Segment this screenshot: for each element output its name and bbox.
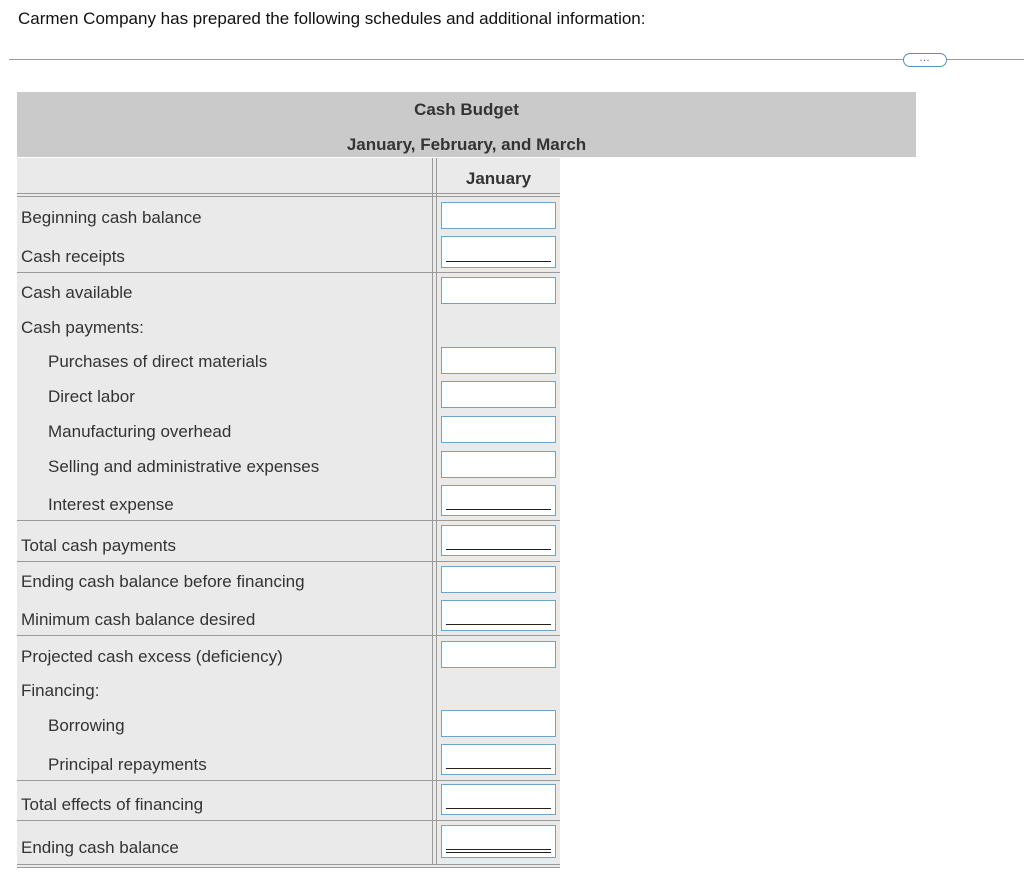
row-label-principal-repayments: Principal repayments [48, 755, 207, 774]
row-label-borrowing: Borrowing [48, 716, 125, 735]
row-rule [17, 561, 560, 562]
row-label-financing: Financing: [21, 681, 100, 700]
row-label-manufacturing-overhead: Manufacturing overhead [48, 422, 232, 441]
budget-title: Cash Budget [414, 100, 519, 119]
budget-period: January, February, and March [346, 135, 587, 154]
input-ending-balance-before-financing[interactable] [441, 566, 556, 593]
row-label-total-effects-of-financing: Total effects of financing [21, 795, 204, 814]
row-label-cash-receipts: Cash receipts [21, 247, 125, 266]
input-principal-repayments[interactable] [441, 744, 556, 775]
row-label-cash-available: Cash available [21, 283, 133, 302]
input-beginning-cash-balance[interactable] [441, 202, 556, 229]
instructions-text: Carmen Company has prepared the following schedules and additional information: [18, 9, 646, 28]
column-header-january: January [465, 169, 532, 188]
input-cash-available[interactable] [441, 277, 556, 304]
input-ending-cash-balance[interactable] [441, 825, 556, 858]
row-label-direct-labor: Direct labor [48, 387, 135, 406]
row-label-total-cash-payments: Total cash payments [21, 536, 176, 555]
row-label-ending-balance-before-financing: Ending cash balance before financing [21, 572, 305, 591]
row-label-selling-admin-expenses: Selling and administrative expenses [48, 457, 320, 476]
input-borrowing[interactable] [441, 710, 556, 737]
more-options-button[interactable]: … [903, 53, 947, 67]
header-rule [17, 193, 560, 197]
input-purchases-direct-materials[interactable] [441, 347, 556, 374]
input-minimum-cash-balance[interactable] [441, 600, 556, 631]
input-total-effects-of-financing[interactable] [441, 784, 556, 815]
input-interest-expense[interactable] [441, 485, 556, 516]
row-rule [17, 820, 560, 821]
row-label-purchases-direct-materials: Purchases of direct materials [48, 352, 268, 371]
input-cash-receipts[interactable] [441, 236, 556, 268]
row-label-cash-payments: Cash payments: [21, 318, 144, 337]
row-rule [17, 635, 560, 636]
input-manufacturing-overhead[interactable] [441, 416, 556, 443]
row-rule [17, 780, 560, 781]
column-separator [432, 158, 437, 865]
input-selling-admin-expenses[interactable] [441, 451, 556, 478]
input-projected-cash-excess[interactable] [441, 641, 556, 668]
row-rule [17, 272, 560, 273]
row-label-minimum-cash-balance: Minimum cash balance desired [21, 610, 256, 629]
row-label-interest-expense: Interest expense [48, 495, 174, 514]
input-direct-labor[interactable] [441, 381, 556, 408]
footer-rule [17, 864, 560, 868]
row-label-beginning-cash-balance: Beginning cash balance [21, 208, 202, 227]
budget-header-banner [17, 92, 916, 157]
row-label-ending-cash-balance: Ending cash balance [21, 838, 179, 857]
section-divider [9, 59, 1024, 60]
input-total-cash-payments[interactable] [441, 525, 556, 556]
row-rule [17, 520, 560, 521]
row-label-projected-cash-excess: Projected cash excess (deficiency) [21, 647, 283, 666]
